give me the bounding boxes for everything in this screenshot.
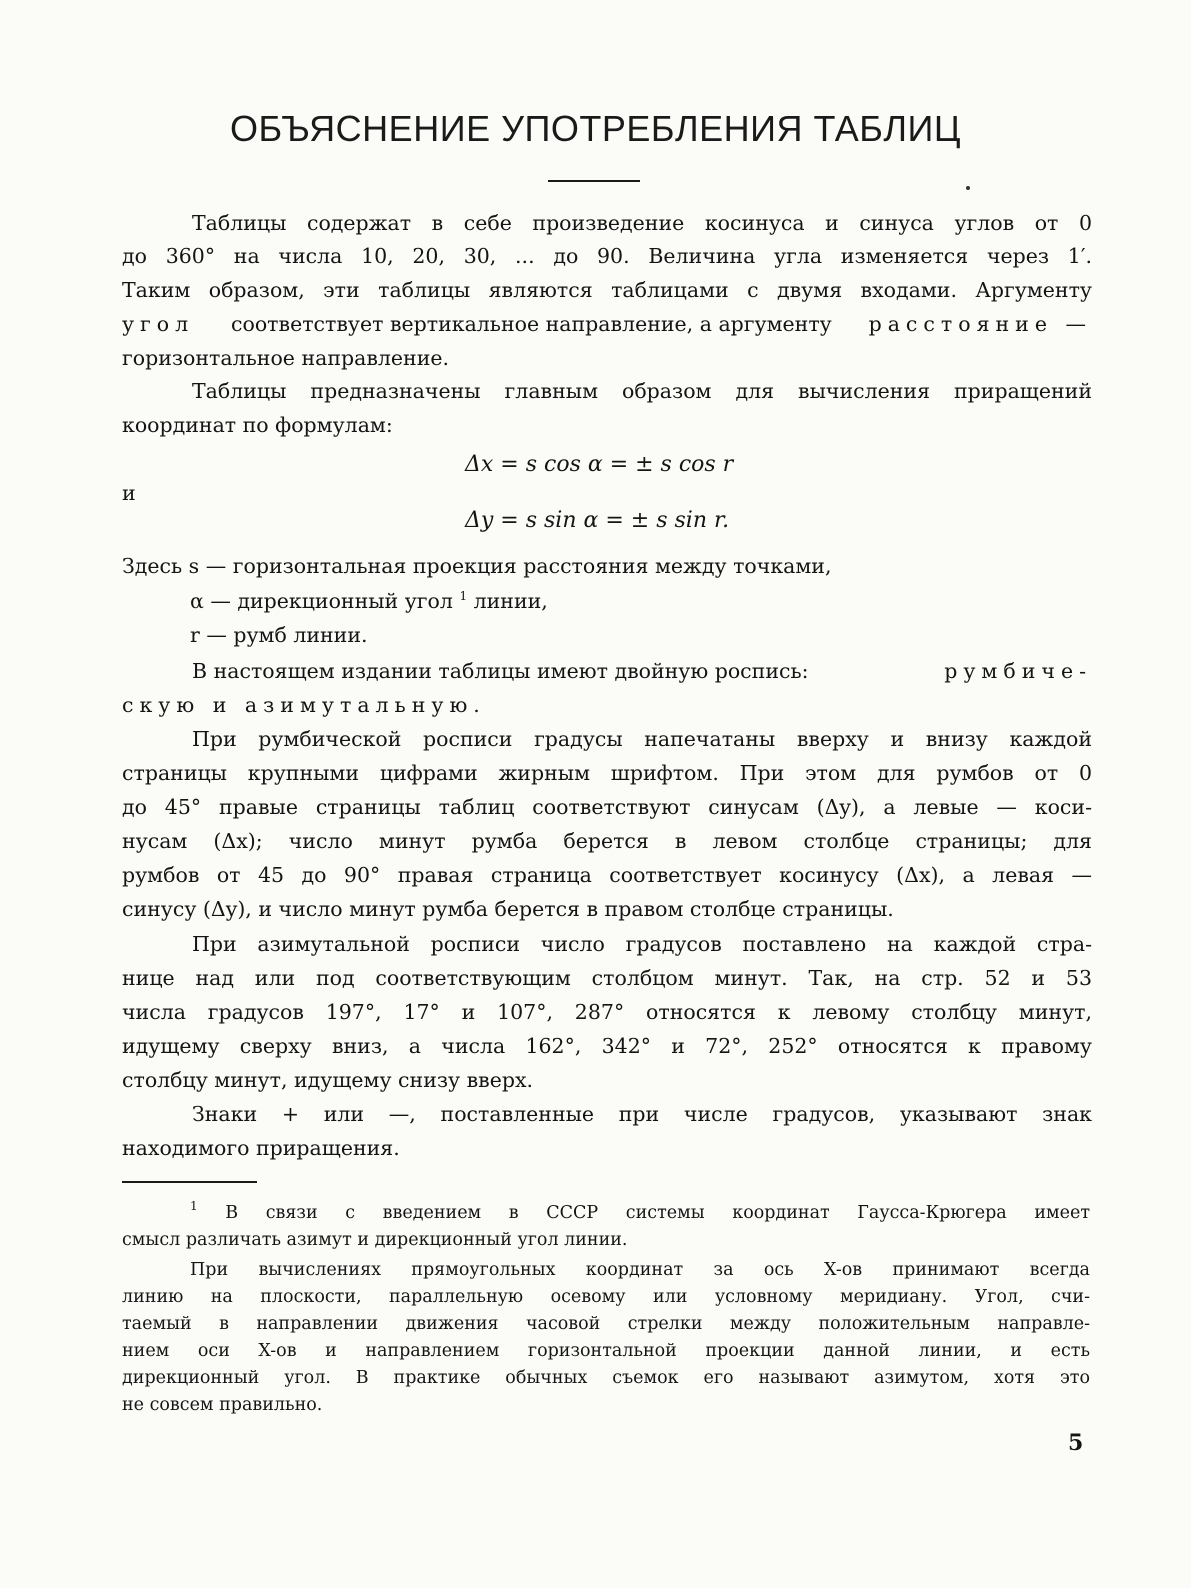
p1-line-2: до 360° на числа 10, 20, 30, ... до 90. Величина угла изменяется через 1′. bbox=[122, 244, 1092, 268]
p1-line-4 bbox=[122, 311, 1092, 337]
p4-line-5: румбов от 45 до 90° правая страница соответствует косинусу (Δx), а левая — bbox=[122, 863, 1092, 887]
p5-line-5: столбцу минут, идущему снизу вверх. bbox=[122, 1068, 534, 1092]
footnote-line-1-text: В связи с введением в СССР системы координат Гаусса-Крюгера имеет bbox=[225, 1203, 1090, 1223]
p4-line-2: страницы крупными цифрами жирным шрифтом. При этом для румбов от 0 bbox=[122, 761, 1092, 785]
footnote-line-5: таемый в направлении движения часовой стрелки между положительным направле- bbox=[122, 1314, 1090, 1334]
p5-line-4: идущему сверху вниз, а числа 162°, 342° и 72°, 252° относятся к правому bbox=[122, 1034, 1092, 1058]
p4-line-6: синусу (Δy), и число минут румба берется в правом столбце страницы. bbox=[122, 897, 894, 921]
p4-line-1: При румбической росписи градусы напечатаны вверху и внизу каждой bbox=[192, 727, 1092, 751]
page-title: ОБЪЯСНЕНИЕ УПОТРЕБЛЕНИЯ ТАБЛИЦ bbox=[229, 108, 962, 149]
footnote-divider bbox=[122, 1181, 257, 1183]
p3-line-1-text: В настоящем издании таблицы имеют двойную роспись: bbox=[192, 659, 809, 683]
p1-line-1: Таблицы содержат в себе произведение косинуса и синуса углов от 0 bbox=[192, 211, 1092, 235]
footnote-line-6: нием оси X-ов и направлением горизонтальной проекции данной линии, и есть bbox=[122, 1341, 1090, 1361]
p3-line-1 bbox=[192, 658, 1092, 684]
p2-line-2: координат по формулам: bbox=[122, 413, 393, 437]
footnote-number: 1 bbox=[190, 1199, 198, 1213]
p6-line-1: Знаки + или —, поставленные при числе градусов, указывают знак bbox=[192, 1102, 1092, 1126]
spaced-term-distance: расстояние — bbox=[868, 312, 1092, 336]
formula-delta-x: Δx = s cos α = ± s cos r bbox=[465, 452, 734, 477]
footnote-line-2: смысл различать азимут и дирекционный угол линии. bbox=[122, 1230, 628, 1250]
footnote-line-3: При вычислениях прямоугольных координат за ось X-ов принимают всегда bbox=[190, 1260, 1090, 1280]
conjunction-and: и bbox=[122, 481, 136, 505]
def-line-alpha bbox=[190, 588, 548, 614]
def-line-s: Здесь s — горизонтальная проекция расстояния между точками, bbox=[122, 554, 832, 578]
def-alpha-text: α — дирекционный угол bbox=[190, 589, 453, 613]
p6-line-2: находимого приращения. bbox=[122, 1136, 400, 1160]
footnote-line-4: линию на плоскости, параллельную осевому или условному меридиану. Угол, счи- bbox=[122, 1287, 1090, 1307]
p5-line-3: числа градусов 197°, 17° и 107°, 287° относятся к левому столбцу минут, bbox=[122, 1000, 1092, 1024]
title-divider bbox=[548, 180, 640, 182]
p5-line-1: При азимутальной росписи число градусов поставлено на каждой стра- bbox=[192, 932, 1092, 956]
spaced-term-angle: угол bbox=[122, 312, 195, 336]
def-alpha-tail: линии, bbox=[473, 589, 548, 613]
p2-line-1: Таблицы предназначены главным образом для вычисления приращений bbox=[192, 379, 1092, 403]
p3-line-2: скую и азимутальную. bbox=[122, 693, 486, 717]
spaced-term-rhumb: румбиче- bbox=[944, 659, 1092, 683]
p1-line-5: горизонтальное направление. bbox=[122, 346, 450, 370]
footnote-marker: 1 bbox=[459, 589, 468, 603]
footnote-line-7: дирекционный угол. В практике обычных съемок его называют азимутом, хотя это bbox=[122, 1368, 1090, 1388]
p1-line-4-mid: соответствует вертикальное направление, а аргументу bbox=[231, 312, 832, 336]
def-line-r: r — румб линии. bbox=[190, 623, 368, 647]
formula-delta-y: Δy = s sin α = ± s sin r. bbox=[465, 508, 730, 533]
p4-line-4: нусам (Δx); число минут румба берется в левом столбце страницы; для bbox=[122, 829, 1092, 853]
footnote-line-1 bbox=[190, 1199, 1090, 1224]
footnote-line-8: не совсем правильно. bbox=[122, 1395, 323, 1415]
p4-line-3: до 45° правые страницы таблиц соответствуют синусам (Δy), а левые — коси- bbox=[122, 795, 1092, 819]
p5-line-2: нице над или под соответствующим столбцом минут. Так, на стр. 52 и 53 bbox=[122, 966, 1092, 990]
page-number: 5 bbox=[1068, 1430, 1084, 1456]
p1-line-3: Таким образом, эти таблицы являются таблицами с двумя входами. Аргументу bbox=[122, 278, 1092, 302]
speck bbox=[966, 186, 970, 190]
